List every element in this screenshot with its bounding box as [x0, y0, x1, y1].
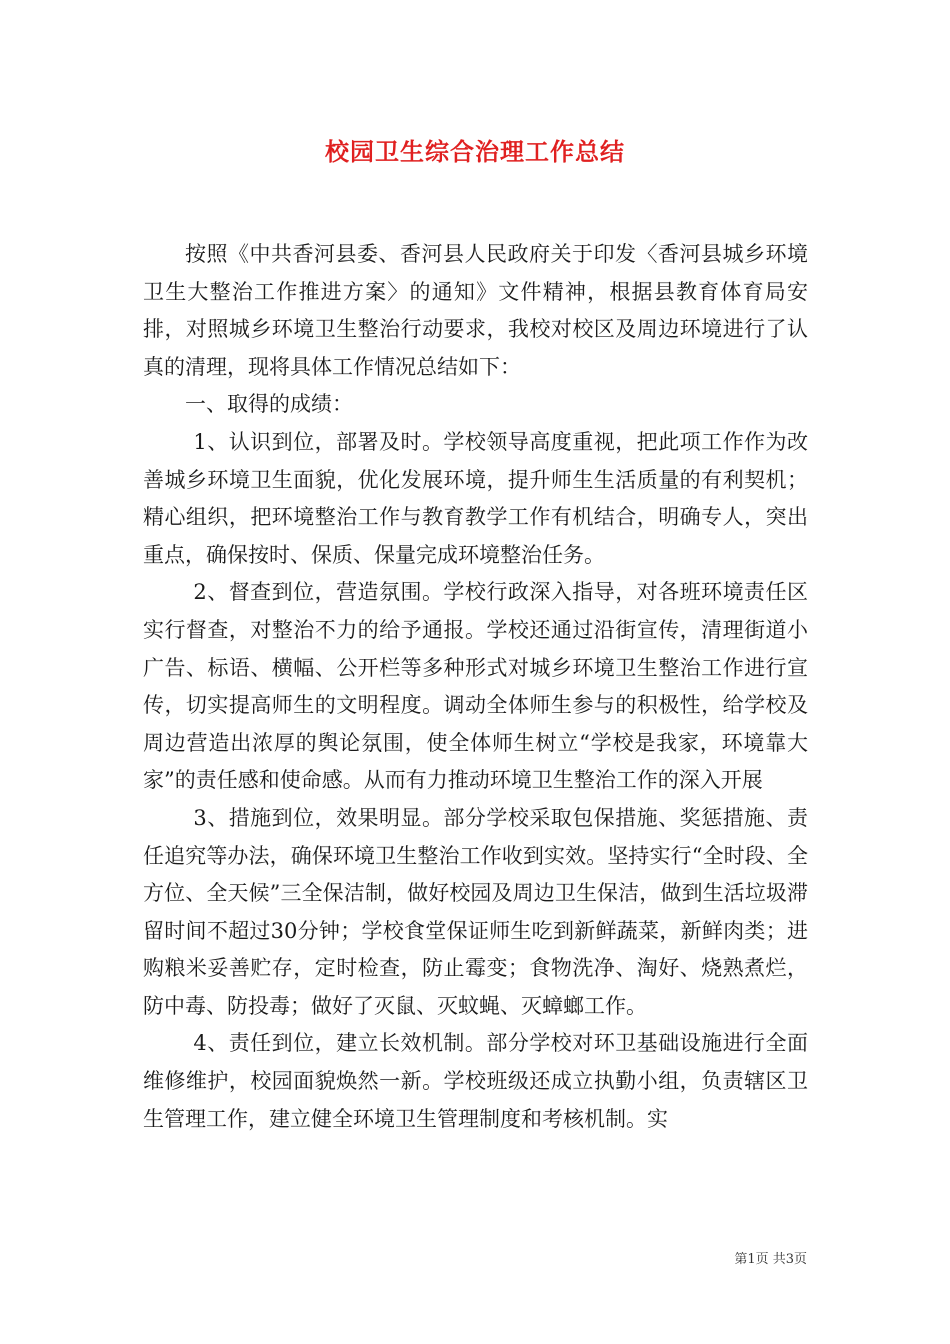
item-paragraph-1: 1、认识到位，部署及时。学校领导高度重视，把此项工作作为改善城乡环境卫生面貌，优化发展环境，提升师生生活质量的有利契机；精心组织，把环境整治工作与教育教学工作有机结合，明确专人，突出重点，确保按时、保质、保量完成环境整治任务。	[143, 429, 808, 567]
page-number: 第1页 共3页	[734, 1252, 807, 1267]
section-heading: 一、取得的成绩：	[185, 392, 353, 417]
item-paragraph-2: 2、督查到位，营造氛围。学校行政深入指导，对各班环境责任区实行督查，对整治不力的给予通报。学校还通过沿街宣传，清理街道小广告、标语、横幅、公开栏等多种形式对城乡环境卫生整治工作进行宣传，切实提高师生的文明程度。调动全体师生参与的积极性，给学校及周边营造出浓厚的舆论氛围，使全体师生树立“学校是我家，环境靠大家”的责任感和使命感。从而有力推动环境卫生整治工作的深入开展	[143, 580, 808, 793]
document-body	[143, 236, 808, 1138]
item-paragraph-3: 3、措施到位，效果明显。部分学校采取包保措施、奖惩措施、责任追究等办法，确保环境卫生整治工作收到实效。坚持实行“全时段、全方位、全天候”三全保洁制，做好校园及周边卫生保洁，做到生活垃圾滞留时间不超过30分钟；学校食堂保证师生吃到新鲜蔬菜，新鲜肉类；进购粮米妥善贮存，定时检查，防止霉变；食物洗净、淘好、烧熟煮烂，防中毒、防投毒；做好了灭鼠、灭蚊蝇、灭蟑螂工作。	[143, 805, 808, 1018]
intro-paragraph: 按照《中共香河县委、香河县人民政府关于印发〈香河县城乡环境卫生大整治工作推进方案〉的通知》文件精神，根据县教育体育局安排，对照城乡环境卫生整治行动要求，我校对校区及周边环境进行了认真的清理，现将具体工作情况总结如下：	[143, 242, 808, 379]
document-title: 校园卫生综合治理工作总结	[325, 137, 625, 166]
item-paragraph-4: 4、责任到位，建立长效机制。部分学校对环卫基础设施进行全面维修维护，校园面貌焕然一新。学校班级还成立执勤小组，负责辖区卫生管理工作，建立健全环境卫生管理制度和考核机制。实	[143, 1031, 808, 1131]
